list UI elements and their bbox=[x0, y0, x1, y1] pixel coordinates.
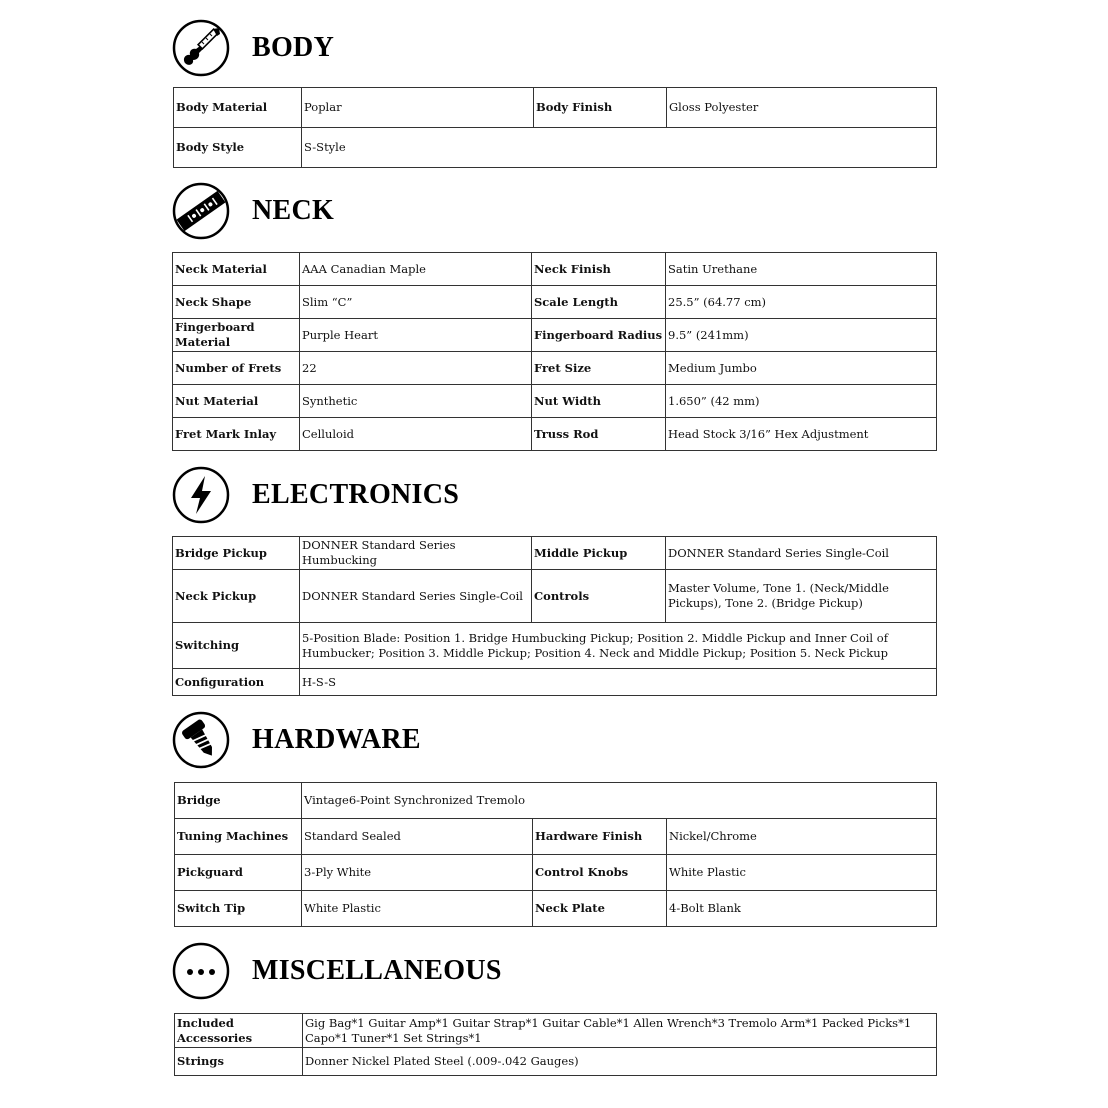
spec-label: Hardware Finish bbox=[533, 819, 667, 855]
table-row bbox=[175, 783, 937, 819]
table-row bbox=[174, 128, 937, 168]
section-title-hardware: HARDWARE bbox=[252, 724, 421, 755]
table-row bbox=[175, 1014, 937, 1048]
spec-label: Nut Width bbox=[532, 385, 666, 418]
spec-value: Head Stock 3/16” Hex Adjustment bbox=[666, 418, 937, 451]
spec-label: Body Material bbox=[174, 88, 302, 128]
table-row bbox=[173, 352, 937, 385]
spec-value: 5-Position Blade: Position 1. Bridge Humbucking Pickup; Position 2. Middle Pickup and Inner Coil of Humbucker; Position 3. Middle Pickup; Position 4. Neck and Middle Pickup; Position 5. Neck Pickup bbox=[300, 623, 937, 669]
section-header-electronics bbox=[172, 466, 459, 524]
spec-value: 1.650” (42 mm) bbox=[666, 385, 937, 418]
spec-label: Body Finish bbox=[534, 88, 667, 128]
spec-label: Switch Tip bbox=[175, 891, 302, 927]
spec-value: White Plastic bbox=[667, 855, 937, 891]
spec-label: Fingerboard Radius bbox=[532, 319, 666, 352]
spec-value: DONNER Standard Series Single-Coil bbox=[300, 570, 532, 623]
table-row bbox=[173, 570, 937, 623]
spec-label: Neck Shape bbox=[173, 286, 300, 319]
spec-value: Standard Sealed bbox=[302, 819, 533, 855]
section-title-body: BODY bbox=[252, 32, 335, 63]
spec-label: Body Style bbox=[174, 128, 302, 168]
spec-value: DONNER Standard Series Single-Coil bbox=[666, 537, 937, 570]
spec-label: Neck Pickup bbox=[173, 570, 300, 623]
section-header-body bbox=[172, 19, 334, 77]
spec-value: Synthetic bbox=[300, 385, 532, 418]
guitar-body-icon bbox=[172, 19, 230, 77]
spec-value: 22 bbox=[300, 352, 532, 385]
spec-label: Control Knobs bbox=[533, 855, 667, 891]
spec-value: White Plastic bbox=[302, 891, 533, 927]
spec-label: Bridge bbox=[175, 783, 302, 819]
spec-label: Controls bbox=[532, 570, 666, 623]
spec-value: AAA Canadian Maple bbox=[300, 253, 532, 286]
spec-label: Middle Pickup bbox=[532, 537, 666, 570]
table-row bbox=[175, 1048, 937, 1076]
spec-value: Donner Nickel Plated Steel (.009-.042 Gauges) bbox=[303, 1048, 937, 1076]
spec-label: Strings bbox=[175, 1048, 303, 1076]
more-dots-icon bbox=[172, 942, 230, 1000]
spec-label: Fret Size bbox=[532, 352, 666, 385]
section-title-electronics: ELECTRONICS bbox=[252, 479, 460, 510]
spec-label: Scale Length bbox=[532, 286, 666, 319]
spec-label: Truss Rod bbox=[532, 418, 666, 451]
guitar-neck-icon bbox=[172, 182, 230, 240]
table-row bbox=[175, 819, 937, 855]
spec-value: Poplar bbox=[302, 88, 534, 128]
section-header-misc bbox=[172, 942, 502, 1000]
table-row bbox=[173, 286, 937, 319]
section-header-hardware bbox=[172, 711, 421, 769]
table-row bbox=[173, 319, 937, 352]
spec-label: Number of Frets bbox=[173, 352, 300, 385]
table-row bbox=[173, 623, 937, 669]
spec-value: H-S-S bbox=[300, 669, 937, 696]
lightning-bolt-icon bbox=[172, 466, 230, 524]
spec-value: Nickel/Chrome bbox=[667, 819, 937, 855]
spec-value: Purple Heart bbox=[300, 319, 532, 352]
spec-value: 9.5” (241mm) bbox=[666, 319, 937, 352]
hardware-spec-table bbox=[174, 782, 937, 927]
table-row bbox=[174, 88, 937, 128]
spec-label: Fingerboard Material bbox=[173, 319, 300, 352]
misc-spec-table bbox=[174, 1013, 937, 1076]
spec-value: DONNER Standard Series Humbucking bbox=[300, 537, 532, 570]
spec-label: Switching bbox=[173, 623, 300, 669]
spec-label: Pickguard bbox=[175, 855, 302, 891]
spec-label: Neck Plate bbox=[533, 891, 667, 927]
electronics-spec-table bbox=[172, 536, 937, 696]
table-row bbox=[175, 891, 937, 927]
neck-spec-table bbox=[172, 252, 937, 451]
section-title-misc: MISCELLANEOUS bbox=[252, 955, 502, 986]
spec-value: S-Style bbox=[302, 128, 937, 168]
spec-value: Vintage6-Point Synchronized Tremolo bbox=[302, 783, 937, 819]
spec-value: Slim “C” bbox=[300, 286, 532, 319]
table-row bbox=[173, 385, 937, 418]
spec-value: Celluloid bbox=[300, 418, 532, 451]
section-title-neck: NECK bbox=[252, 195, 335, 226]
spec-label: Neck Finish bbox=[532, 253, 666, 286]
table-row bbox=[173, 537, 937, 570]
spec-label: Fret Mark Inlay bbox=[173, 418, 300, 451]
table-row bbox=[173, 253, 937, 286]
spec-label: Included Accessories bbox=[175, 1014, 303, 1048]
spec-value: Gig Bag*1 Guitar Amp*1 Guitar Strap*1 Guitar Cable*1 Allen Wrench*3 Tremolo Arm*1 Packed Picks*1 Capo*1 Tuner*1 Set Strings*1 bbox=[303, 1014, 937, 1048]
table-row bbox=[173, 418, 937, 451]
table-row bbox=[175, 855, 937, 891]
spec-value: 4-Bolt Blank bbox=[667, 891, 937, 927]
spec-label: Neck Material bbox=[173, 253, 300, 286]
table-row bbox=[173, 669, 937, 696]
spec-label: Bridge Pickup bbox=[173, 537, 300, 570]
spec-value: 3-Ply White bbox=[302, 855, 533, 891]
screw-icon bbox=[172, 711, 230, 769]
spec-value: Master Volume, Tone 1. (Neck/Middle Pickups), Tone 2. (Bridge Pickup) bbox=[666, 570, 937, 623]
section-header-neck bbox=[172, 182, 334, 240]
spec-value: Satin Urethane bbox=[666, 253, 937, 286]
spec-value: 25.5” (64.77 cm) bbox=[666, 286, 937, 319]
body-spec-table bbox=[173, 87, 937, 168]
spec-label: Nut Material bbox=[173, 385, 300, 418]
spec-value: Gloss Polyester bbox=[667, 88, 937, 128]
spec-value: Medium Jumbo bbox=[666, 352, 937, 385]
spec-label: Configuration bbox=[173, 669, 300, 696]
spec-label: Tuning Machines bbox=[175, 819, 302, 855]
